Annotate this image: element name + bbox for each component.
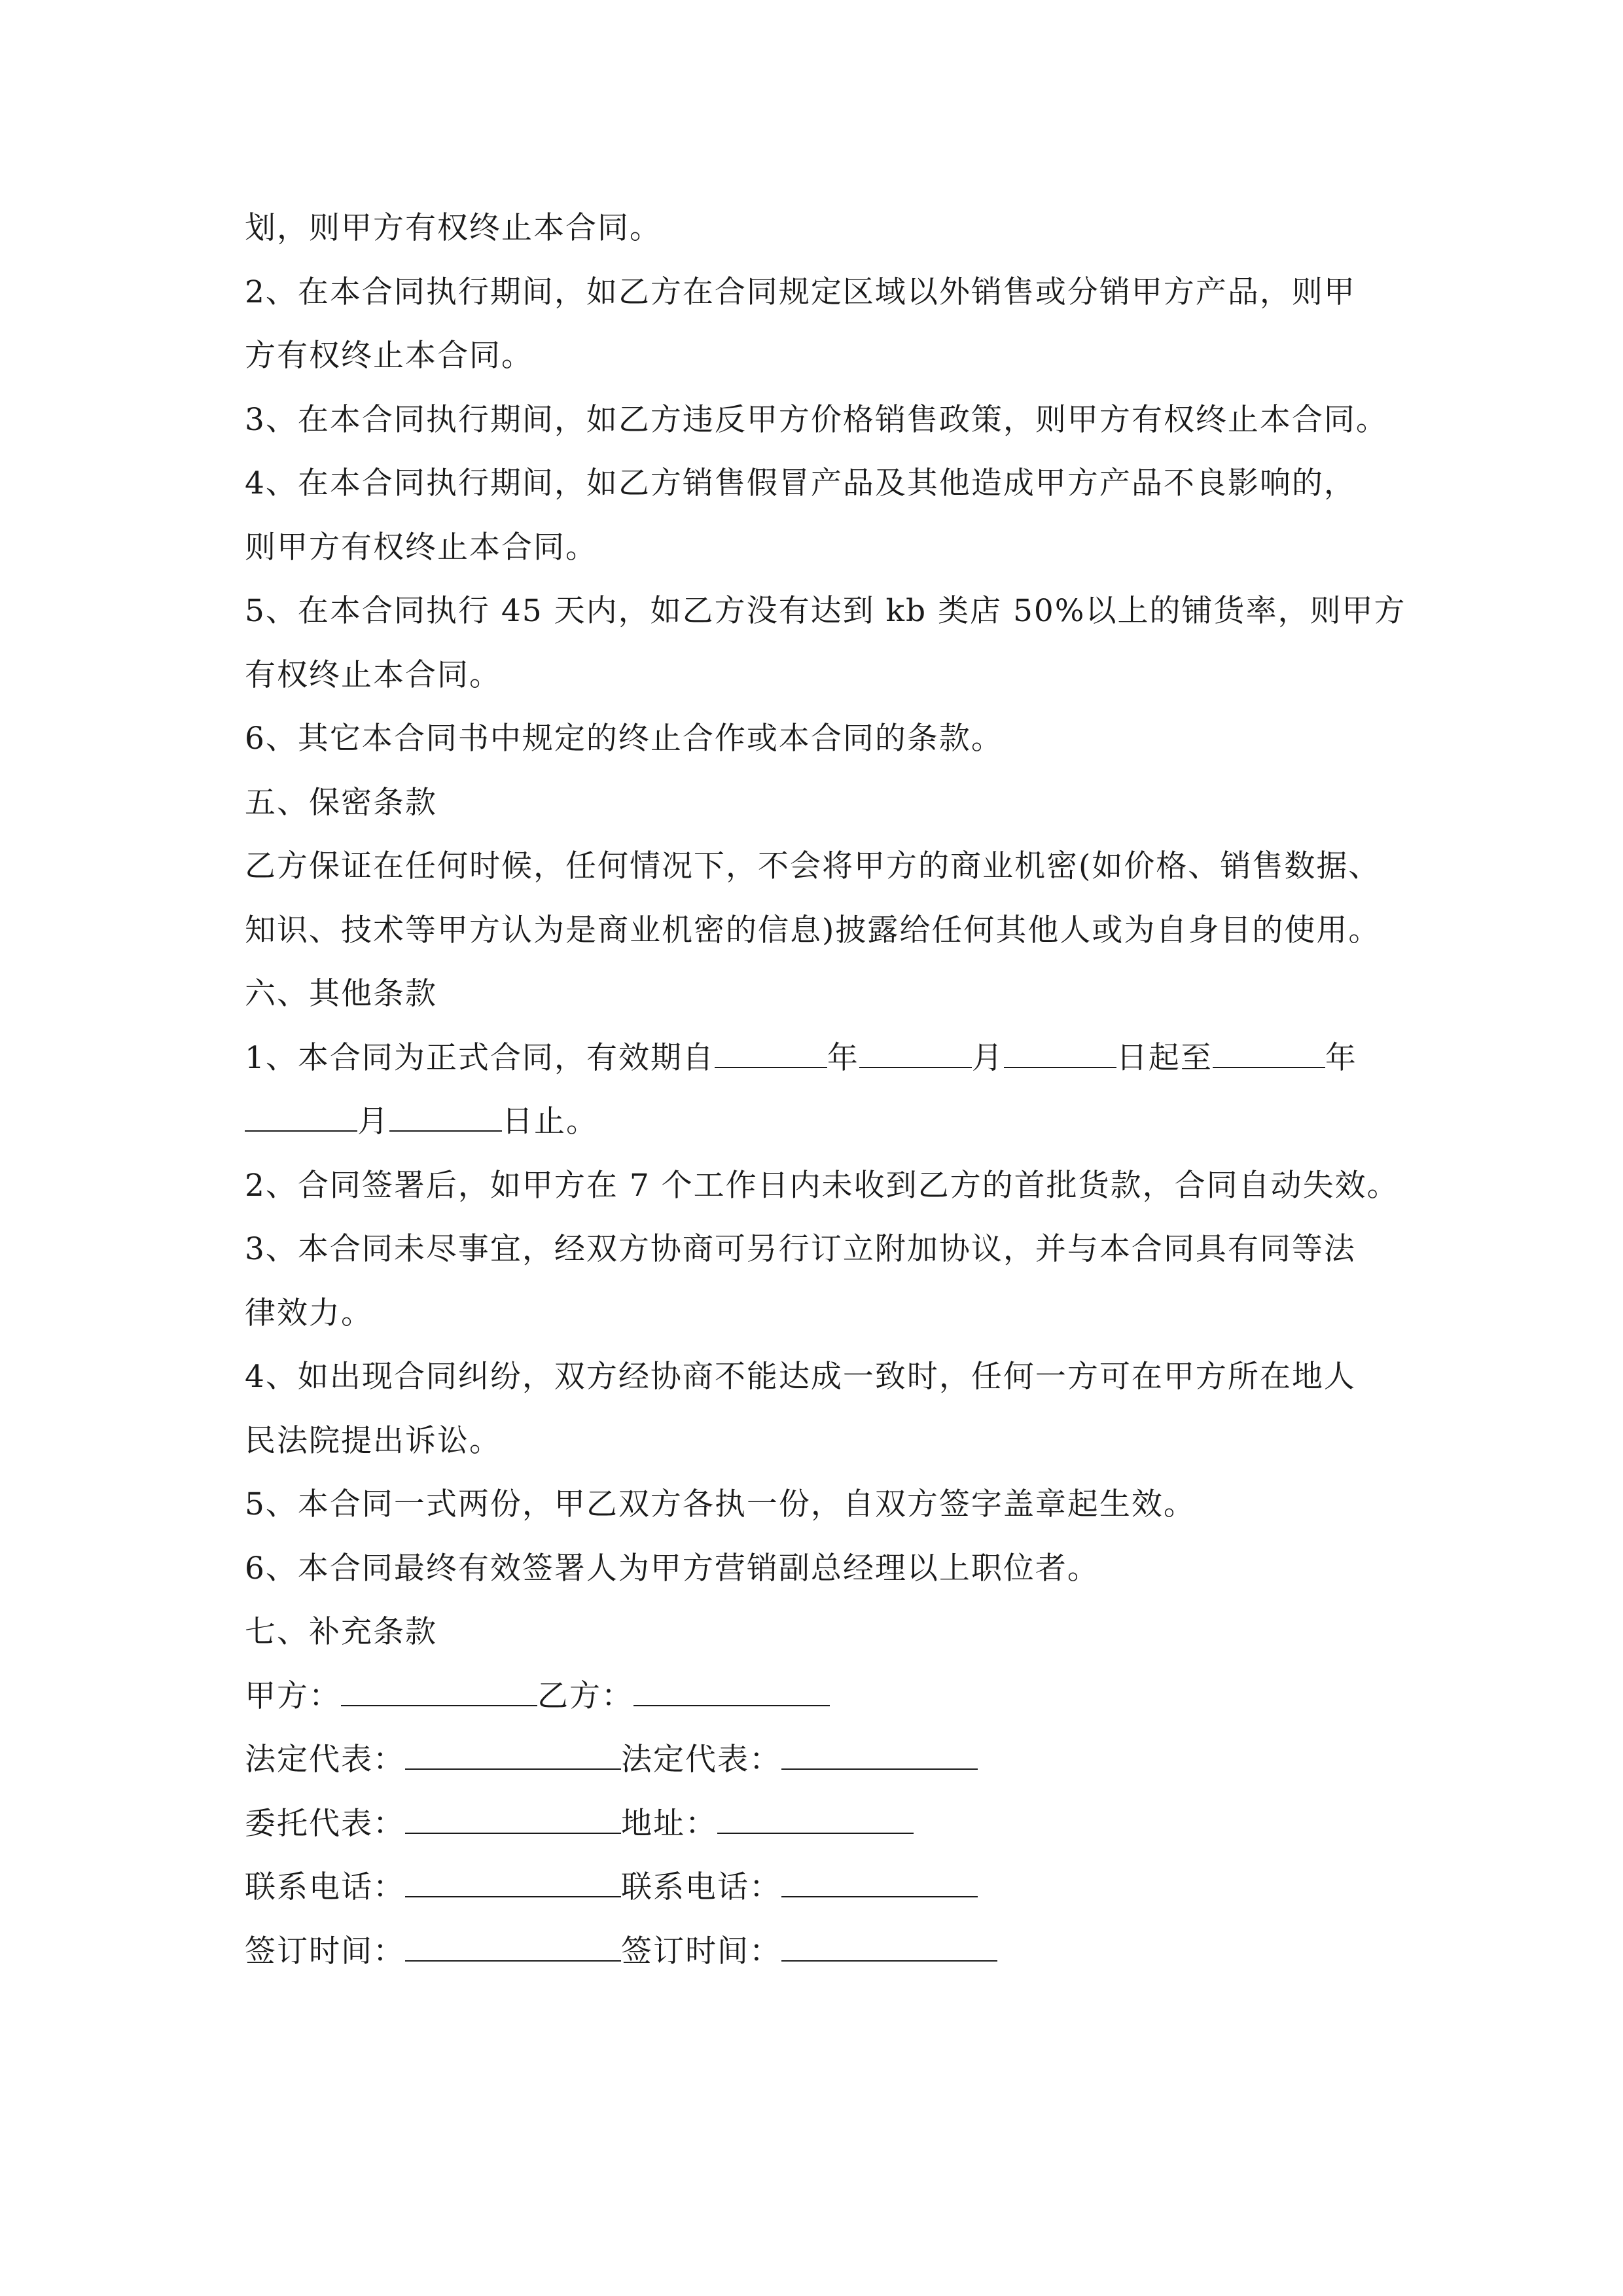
section-heading-supplementary: 七、补充条款 xyxy=(245,1614,437,1650)
paragraph-line: 5、在本合同执行 45 天内，如乙方没有达到 kb 类店 50%以上的铺货率，则甲方 xyxy=(245,593,1406,629)
month-label: 月 xyxy=(971,1039,1004,1076)
start-year-blank[interactable] xyxy=(715,1034,827,1068)
start-day-blank[interactable] xyxy=(1004,1034,1116,1068)
section-heading-confidentiality: 五、保密条款 xyxy=(245,784,437,821)
signature-row-parties xyxy=(245,1664,1416,1729)
paragraph-line: 民法院提出诉讼。 xyxy=(245,1422,501,1459)
paragraph-line: 方有权终止本合同。 xyxy=(245,338,533,374)
paragraph-line: 划，则甲方有权终止本合同。 xyxy=(245,210,662,246)
paragraph-line: 2、在本合同执行期间，如乙方在合同规定区域以外销售或分销甲方产品，则甲 xyxy=(245,274,1356,310)
legal-rep-a-label: 法定代表： xyxy=(245,1742,405,1778)
end-year-blank[interactable] xyxy=(1213,1034,1325,1068)
date-a-blank[interactable] xyxy=(405,1928,621,1962)
paragraph-line: 知识、技术等甲方认为是商业机密的信息)披露给任何其他人或为自身目的使用。 xyxy=(245,912,1381,948)
legal-rep-a-blank[interactable] xyxy=(405,1736,621,1770)
party-a-blank[interactable] xyxy=(341,1672,537,1706)
end-month-blank[interactable] xyxy=(245,1098,357,1132)
month-label: 月 xyxy=(357,1103,389,1139)
paragraph-line: 4、如出现合同纠纷，双方经协商不能达成一致时，任何一方可在甲方所在地人 xyxy=(245,1359,1356,1395)
contract-body xyxy=(245,196,1416,1983)
agent-a-label: 委托代表： xyxy=(245,1805,405,1842)
signature-row-agent-address xyxy=(245,1792,1416,1856)
signature-row-legal-rep xyxy=(245,1728,1416,1792)
signature-row-date xyxy=(245,1920,1416,1984)
paragraph-line: 5、本合同一式两份，甲乙双方各执一份，自双方签字盖章起生效。 xyxy=(245,1486,1196,1522)
legal-rep-b-blank[interactable] xyxy=(781,1736,978,1770)
phone-b-label: 联系电话： xyxy=(621,1869,781,1905)
year-label: 年 xyxy=(1325,1039,1357,1076)
day-end-label: 日止。 xyxy=(502,1103,598,1139)
paragraph-line: 律效力。 xyxy=(245,1295,373,1331)
term-clause-line-1 xyxy=(245,1026,1416,1090)
paragraph-line: 乙方保证在任何时候，任何情况下，不会将甲方的商业机密(如价格、销售数据、 xyxy=(245,848,1381,884)
paragraph-line: 6、本合同最终有效签署人为甲方营销副总经理以上职位者。 xyxy=(245,1550,1099,1587)
paragraph-line: 4、在本合同执行期间，如乙方销售假冒产品及其他造成甲方产品不良影响的， xyxy=(245,465,1356,501)
year-label: 年 xyxy=(827,1039,859,1076)
party-a-label: 甲方： xyxy=(245,1677,341,1714)
paragraph-line: 3、在本合同执行期间，如乙方违反甲方价格销售政策，则甲方有权终止本合同。 xyxy=(245,401,1388,438)
agent-a-blank[interactable] xyxy=(405,1800,621,1834)
section-heading-other-terms: 六、其他条款 xyxy=(245,976,437,1012)
term-clause-line-2 xyxy=(245,1090,1416,1154)
paragraph-line: 2、合同签署后，如甲方在 7 个工作日内未收到乙方的首批货款，合同自动失效。 xyxy=(245,1167,1399,1204)
start-month-blank[interactable] xyxy=(859,1034,972,1068)
legal-rep-b-label: 法定代表： xyxy=(621,1742,781,1778)
party-b-blank[interactable] xyxy=(633,1672,830,1706)
phone-a-label: 联系电话： xyxy=(245,1869,405,1905)
paragraph-line: 3、本合同未尽事宜，经双方协商可另行订立附加协议，并与本合同具有同等法 xyxy=(245,1231,1356,1267)
phone-b-blank[interactable] xyxy=(781,1863,978,1897)
phone-a-blank[interactable] xyxy=(405,1863,621,1897)
signature-row-phone xyxy=(245,1856,1416,1920)
end-day-blank[interactable] xyxy=(389,1098,502,1132)
date-b-blank[interactable] xyxy=(781,1928,997,1962)
paragraph-line: 则甲方有权终止本合同。 xyxy=(245,529,597,565)
paragraph-line: 6、其它本合同书中规定的终止合作或本合同的条款。 xyxy=(245,721,1003,757)
date-a-label: 签订时间： xyxy=(245,1933,405,1969)
address-b-label: 地址： xyxy=(621,1805,717,1842)
term-prefix: 1、本合同为正式合同，有效期自 xyxy=(245,1039,715,1076)
party-b-label: 乙方： xyxy=(537,1677,633,1714)
address-b-blank[interactable] xyxy=(717,1800,914,1834)
paragraph-line: 有权终止本合同。 xyxy=(245,656,501,693)
day-start-label: 日起至 xyxy=(1116,1039,1213,1076)
date-b-label: 签订时间： xyxy=(621,1933,781,1969)
